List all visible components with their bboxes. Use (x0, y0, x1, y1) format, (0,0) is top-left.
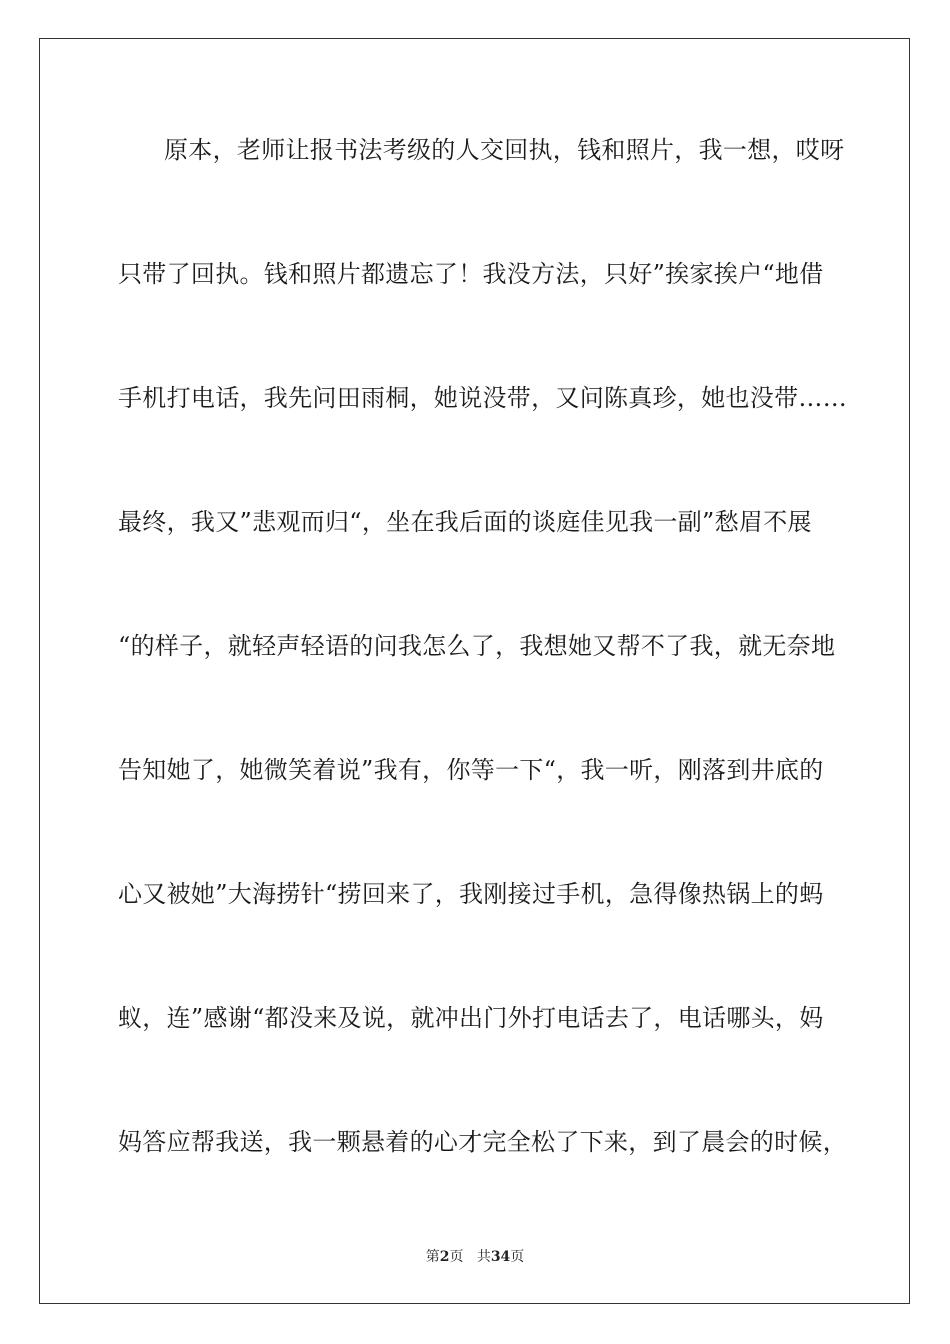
current-page-number: 2 (439, 1249, 450, 1265)
text-line-6: 告知她了，她微笑着说”我有，你等一下“，我一听，刚落到井底的 (118, 756, 824, 784)
page-footer (0, 1246, 950, 1266)
text-line-7: 心又被她”大海捞针“捞回来了，我刚接过手机，急得像热锅上的蚂 (118, 880, 824, 908)
text-line-5: “的样子，就轻声轻语的问我怎么了，我想她又帮不了我，就无奈地 (118, 632, 836, 660)
text-line-3: 手机打电话，我先问田雨桐，她说没带，又问陈真珍，她也没带…… (118, 384, 847, 412)
text-line-1: 原本，老师让报书法考级的人交回执，钱和照片，我一想，哎呀 (164, 136, 845, 164)
total-pages-indicator: 共34页 (476, 1249, 525, 1265)
page-indicator: 第2页 (425, 1249, 464, 1265)
text-line-9: 妈答应帮我送，我一颗悬着的心才完全松了下来，到了晨会的时候， (118, 1128, 847, 1156)
text-line-8: 蚁，连”感谢“都没来及说，就冲出门外打电话去了，电话哪头，妈 (118, 1004, 824, 1032)
text-line-2: 只带了回执。钱和照片都遗忘了！我没方法，只好”挨家挨户“地借 (118, 260, 824, 288)
text-line-4: 最终，我又”悲观而归“，坐在我后面的谈庭佳见我一副”愁眉不展 (118, 508, 812, 536)
total-pages-number: 34 (490, 1249, 511, 1265)
document-body (118, 124, 847, 1240)
